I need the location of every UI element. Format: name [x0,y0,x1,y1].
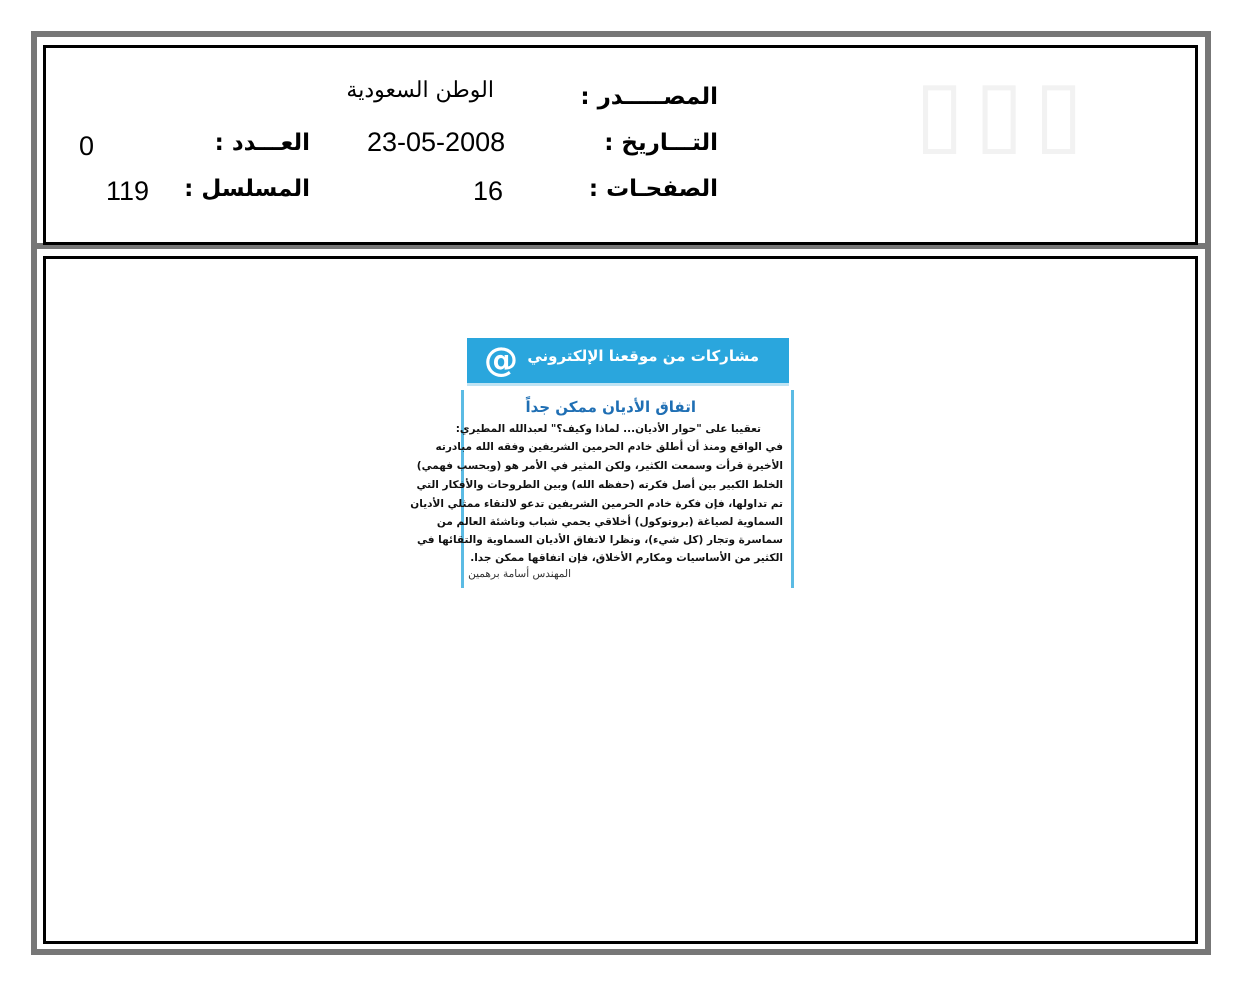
issue-label: العـــدد : [214,130,310,156]
serial-label: المسلسل : [184,176,310,202]
article-line: الأخيرة قرأت وسمعت الكثير، ولكن المثير في الأمر هو (وبحسب فهمي) [416,460,783,472]
article-line: سماسرة وتجار (كل شيء)، ونظرا لاتفاق الأديان السماوية والتقائها في [416,534,783,546]
article-line: في الواقع ومنذ أن أطلق خادم الحرمين الشريفين وفقه الله مبادرته [435,441,783,453]
article-line: الخلط الكبير بين أصل فكرته (حفظه الله) وبين الطروحات والأفكار التي [416,479,783,491]
date-label: التـــاريخ : [604,130,718,156]
source-label: المصـــــدر : [580,84,718,110]
serial-value: 119 [106,176,150,206]
pages-value: 16 [473,176,504,206]
article-headline: اتفاق الأديان ممكن جداً [525,398,696,416]
date-value: 23-05-2008 [367,127,506,157]
faded-logo: ▯▯▯ [915,60,1094,165]
article-author: المهندس أسامة برهمين [468,568,571,580]
source-value: الوطن السعودية [346,78,494,103]
article-line: الكثير من الأساسيات ومكارم الأخلاق، فإن اتفاقها ممكن جدا. [470,552,783,564]
article-line: تم تداولها، فإن فكرة خادم الحرمين الشريفين تدعو لالتقاء ممثلي الأديان [410,498,783,510]
article-line: السماوية لصياغة (بروتوكول) أخلاقي يحمي شباب وناشئة العالم من [436,516,783,528]
article-line: تعقيبا على "حوار الأديان... لماذا وكيف؟" لعبدالله المطيري: [455,423,761,435]
clipping-banner [467,338,789,386]
issue-value: 0 [79,131,95,161]
newspaper-clipping [410,338,794,588]
banner-title: مشاركات من موقعنا الإلكتروني [527,347,759,365]
at-sign-icon: @ [484,340,518,380]
pages-label: الصفحـات : [588,176,718,202]
clipping-article [410,390,794,588]
